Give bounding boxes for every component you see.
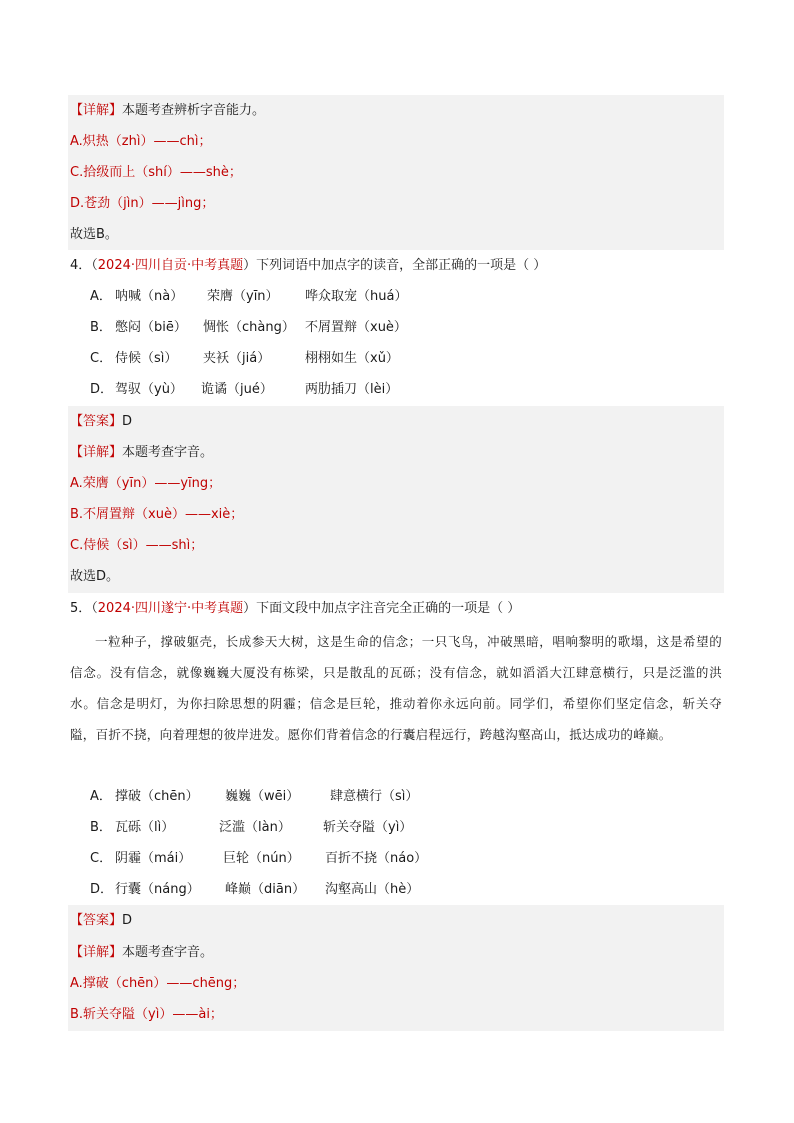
q4-option-b-item3: 不屑置辩（xuè）	[305, 320, 407, 335]
q4-option-d-item3: 两肋插刀（lèi）	[305, 382, 399, 397]
line-text: A.荣膺（yīn）——yīng；	[70, 476, 222, 491]
line-text: A.撑破（chēn）——chēng；	[70, 976, 246, 991]
question-stem: ）下面文段中加点字注音完全正确的一项是（ ）	[243, 601, 521, 616]
q4-option-b-item1: 憋闷（biē）	[115, 320, 187, 335]
detail-tag: 【详解】	[70, 445, 123, 460]
question-number: 4．（	[70, 258, 98, 273]
q5-detail	[70, 937, 213, 968]
q5-option-b-item2: 泛滥（làn）	[219, 820, 291, 835]
q4-option-a-item3: 哗众取宠（huá）	[305, 289, 408, 304]
prev-line-d	[70, 188, 214, 219]
q5-option-b-label: B．	[90, 820, 112, 835]
q5-line-b	[70, 999, 223, 1030]
q5-stem	[70, 593, 520, 624]
q4-line-b	[70, 499, 243, 530]
q4-option-d-label: D．	[90, 382, 114, 397]
answer-value: D	[122, 414, 133, 429]
answer-value: D	[122, 913, 133, 928]
detail-tag: 【详解】	[70, 945, 123, 960]
q4-line-c	[70, 530, 203, 561]
question-stem: ）下列词语中加点字的读音，全部正确的一项是（ ）	[243, 258, 547, 273]
q5-option-b-item3: 斩关夺隘（yì）	[323, 820, 413, 835]
q5-option-b-item1: 瓦砾（lì）	[115, 820, 175, 835]
prev-detail-line	[70, 95, 265, 126]
q4-option-a-label: A．	[90, 289, 112, 304]
line-text: B.斩关夺隘（yì）——ài；	[70, 1007, 223, 1022]
q4-option-b-item2: 惆怅（chàng）	[203, 320, 295, 335]
q5-option-d-item3: 沟壑高山（hè）	[325, 882, 420, 897]
prev-line-c	[70, 157, 242, 188]
q5-option-a-item2: 巍巍（wēi）	[225, 789, 300, 804]
q5-passage: 一粒种子，撑破躯壳，长成参天大树，这是生命的信念；一只飞鸟，冲破黑暗，唱响黎明的歌塌，这是希望的信念。没有信念，就像巍巍大厦没有栋梁，只是散乱的瓦砾；没有信念，就如滔滔大江肆意横行，只是泛滥的洪水。信念是明灯，为你扫除思想的阴霾；信念是巨轮，推动着你永远向前。同学们，希望你们坚定信念，斩关夺隘，百折不挠，向着理想的彼岸进发。愿你们背着信念的行囊启程远行，跨越沟壑高山，抵达成功的峰巅。	[70, 634, 722, 742]
q4-option-c-item3: 栩栩如生（xǔ）	[305, 351, 399, 366]
q4-line-a	[70, 468, 221, 499]
q4-option-d-item1: 驾驭（yù）	[115, 382, 183, 397]
q5-option-c-item3: 百折不挠（náo）	[325, 851, 428, 866]
q4-option-c-label: C．	[90, 351, 113, 366]
q4-answer	[70, 406, 132, 437]
q4-detail	[70, 437, 213, 468]
prev-line-a	[70, 126, 211, 157]
q4-conclusion: 故选D。	[70, 569, 120, 584]
q4-option-c-item1: 侍候（sì）	[115, 351, 178, 366]
line-text: B.不屑置辩（xuè）——xiè；	[70, 507, 244, 522]
question-source: 2024·四川自贡·中考真题	[97, 258, 244, 273]
answer-tag: 【答案】	[70, 913, 123, 928]
q5-option-d-item1: 行囊（náng）	[115, 882, 200, 897]
q5-option-c-item1: 阴霾（mái）	[115, 851, 192, 866]
q5-option-a-item1: 撑破（chēn）	[115, 789, 199, 804]
q5-option-c-item2: 巨轮（nún）	[223, 851, 300, 866]
answer-tag: 【答案】	[70, 414, 123, 429]
q5-option-d-label: D．	[90, 882, 114, 897]
q4-option-c-item2: 夹袄（jiá）	[203, 351, 271, 366]
detail-text: 本题考查字音。	[122, 945, 214, 960]
detail-tag: 【详解】	[70, 103, 123, 118]
prev-conclusion: 故选B。	[70, 227, 118, 242]
q4-option-b-label: B．	[90, 320, 112, 335]
detail-text: 本题考查字音。	[122, 445, 214, 460]
q5-option-a-label: A．	[90, 789, 112, 804]
q5-option-c-label: C．	[90, 851, 113, 866]
question-number: 5．（	[70, 601, 98, 616]
q5-answer	[70, 905, 132, 936]
line-text: D.苍劲（jìn）——jìng；	[70, 196, 215, 211]
q4-stem	[70, 250, 546, 281]
q4-option-a-item1: 呐喊（nà）	[115, 289, 184, 304]
q5-line-a	[70, 968, 245, 999]
detail-text: 本题考查辨析字音能力。	[122, 103, 266, 118]
line-text: C.拾级而上（shí）——shè；	[70, 165, 242, 180]
q4-option-d-item2: 诡谲（jué）	[201, 382, 273, 397]
line-text: C.侍候（sì）——shì；	[70, 538, 204, 553]
q5-option-a-item3: 肆意横行（sì）	[330, 789, 419, 804]
line-text: A.炽热（zhì）——chì；	[70, 134, 212, 149]
q4-option-a-item2: 荣膺（yīn）	[207, 289, 279, 304]
question-source: 2024·四川遂宁·中考真题	[97, 601, 244, 616]
q5-option-d-item2: 峰巅（diān）	[225, 882, 306, 897]
